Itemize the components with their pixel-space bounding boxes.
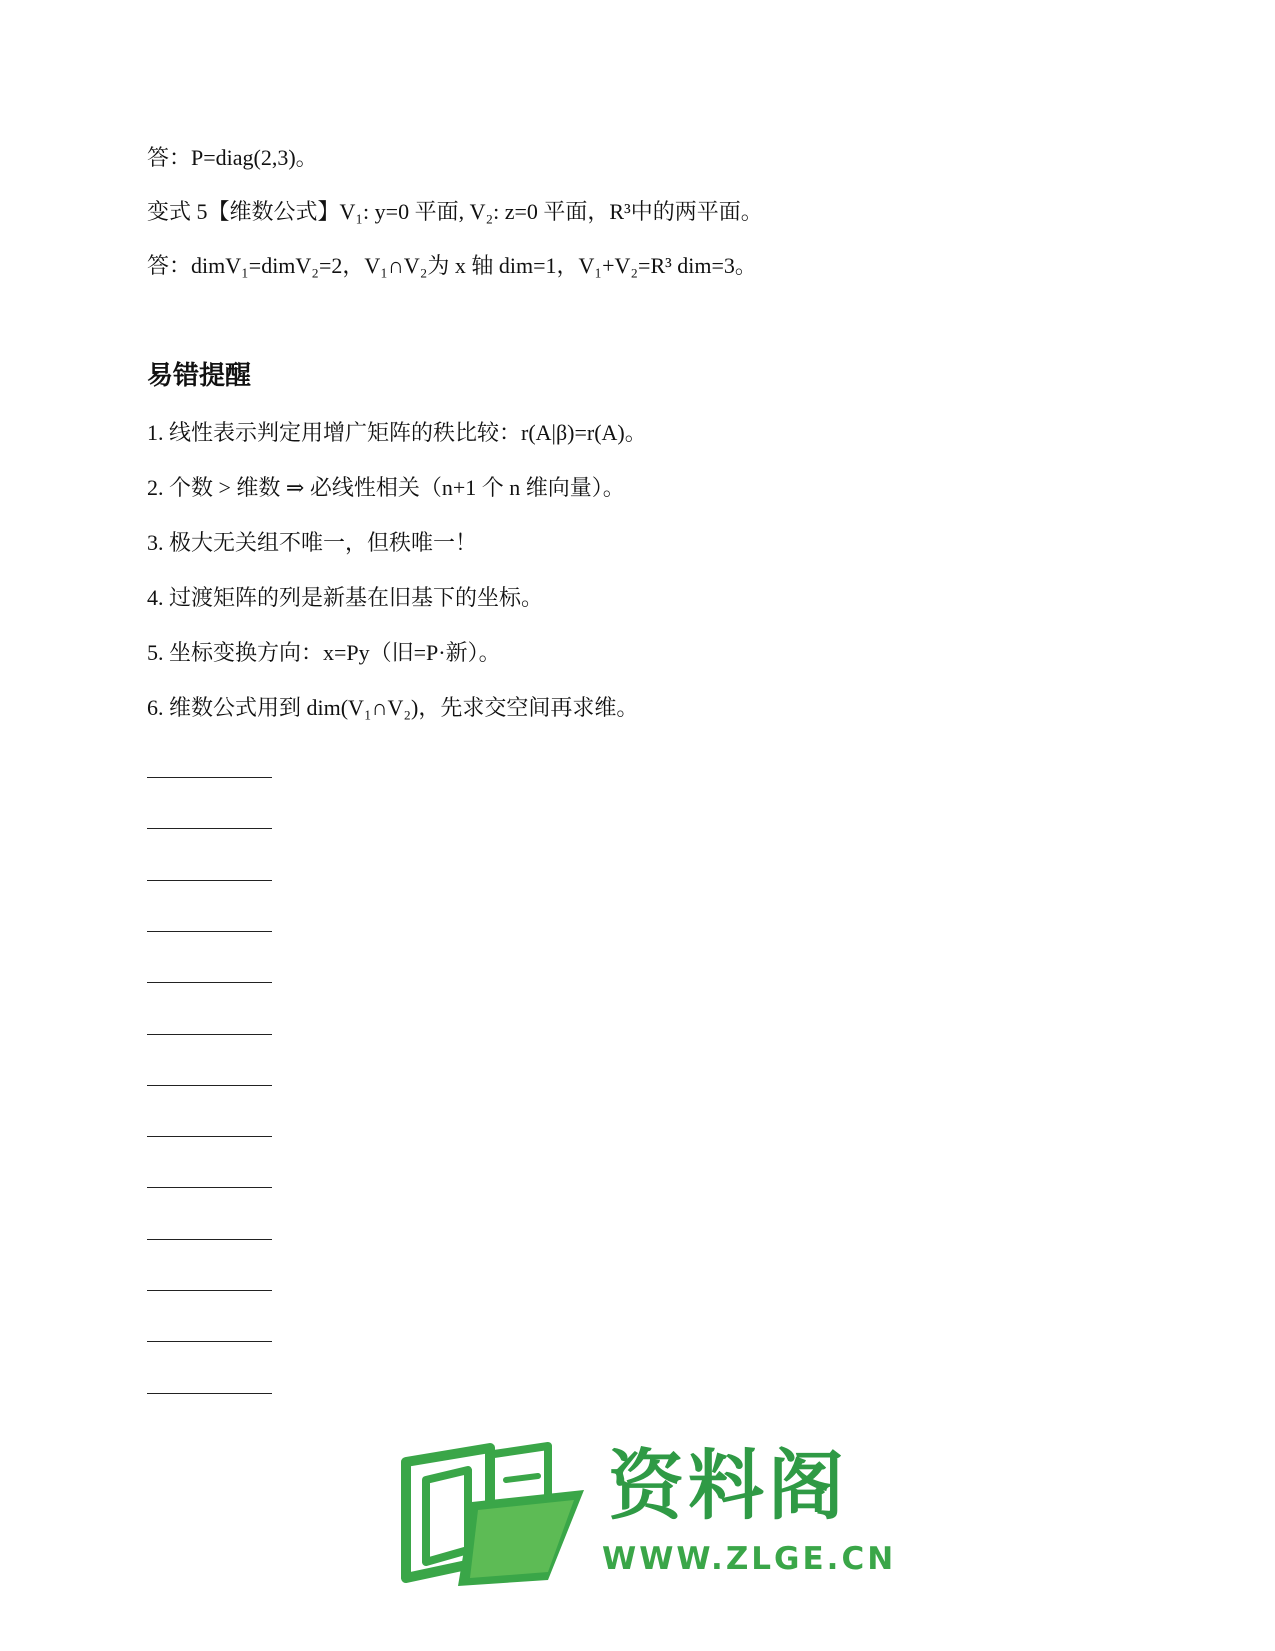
logo <box>398 1440 897 1590</box>
blank-line <box>147 1034 272 1035</box>
blank-line <box>147 1239 272 1240</box>
blank-line <box>147 880 272 881</box>
variant-5-line: 变式 5【维数公式】V₁: y=0 平面, V₂: z=0 平面，R³中的两平面。 <box>147 199 763 224</box>
blank-line <box>147 828 272 829</box>
list-item: 3. 极大无关组不唯一，但秩唯一！ <box>147 530 478 555</box>
blank-line <box>147 1393 272 1394</box>
blank-line <box>147 1085 272 1086</box>
open-book-folder-icon <box>398 1440 598 1590</box>
list-item: 4. 过渡矩阵的列是新基在旧基下的坐标。 <box>147 585 544 610</box>
blank-line <box>147 1187 272 1188</box>
blank-line <box>147 982 272 983</box>
blank-line <box>147 1341 272 1342</box>
logo-url: WWW.ZLGE.CN <box>602 1541 897 1577</box>
answer-line-1: 答：P=diag(2,3)。 <box>147 145 318 170</box>
blank-line <box>147 931 272 932</box>
blank-line <box>147 1290 272 1291</box>
section-title: 易错提醒 <box>147 361 252 391</box>
blank-line <box>147 1136 272 1137</box>
list-item: 6. 维数公式用到 dim(V₁∩V₂)，先求交空间再求维。 <box>147 695 639 720</box>
list-item: 2. 个数 > 维数 ⇒ 必线性相关（n+1 个 n 维向量）。 <box>147 475 625 500</box>
logo-name: 资料阁 <box>608 1441 848 1530</box>
blank-line <box>147 777 272 778</box>
list-item: 1. 线性表示判定用增广矩阵的秩比较：r(A|β)=r(A)。 <box>147 420 647 445</box>
answer-line-2: 答：dimV₁=dimV₂=2，V₁∩V₂为 x 轴 dim=1，V₁+V₂=R³ dim=3。 <box>147 253 757 278</box>
list-item: 5. 坐标变换方向：x=Py（旧=P·新）。 <box>147 640 501 665</box>
